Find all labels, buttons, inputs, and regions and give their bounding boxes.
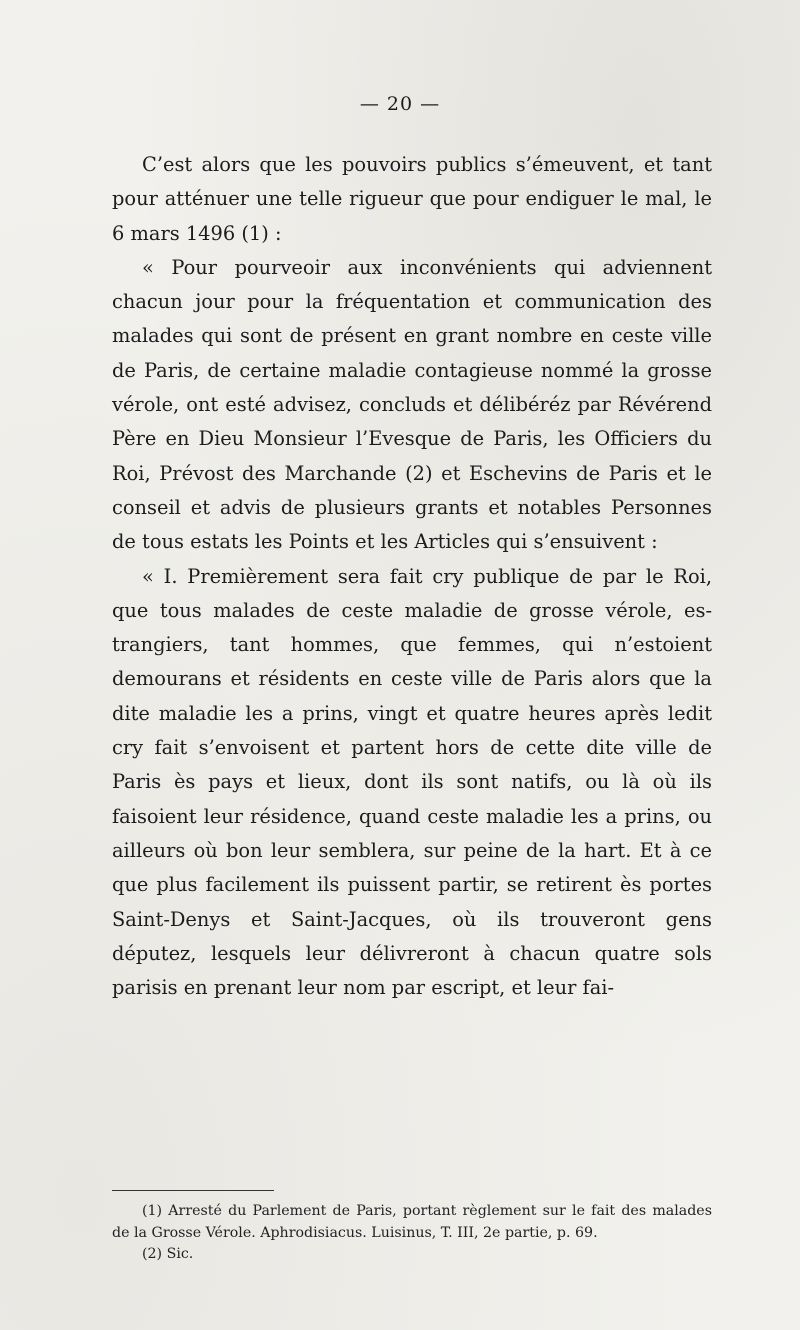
footnote-separator (112, 1190, 274, 1191)
paragraph-article-one: « I. Premièrement sera fait cry publique de par le Roi, que tous malades de ceste maladie de grosse vérole, estrangiers, tant hommes, que femmes, qui n’estoient demourans et résidents en ceste ville de Paris alors que la dite maladie les a prins, vingt et quatre heures après ledit cry fait s’envoisent et partent hors de cette dite ville de Paris ès pays et lieux, dont ils sont natifs, ou là où ils faisoient leur résidence, quand ceste maladie les a prins, ou ailleurs où bon leur semblera, sur peine de la hart. Et à ce que plus facilement ils puissent partir, se retirent ès portes Saint-Denys et Saint-Jacques, où ils trouveront gens députez, lesquels leur délivreront à chacun quatre sols parisis en prenant leur nom par escript, et leur fai- (112, 564, 712, 1000)
paragraph-intro: C’est alors que les pouvoirs publics s’émeuvent, et tant pour atténuer une telle rigueur que pour endiguer le mal, le 6 mars 1496 (1) : (112, 153, 712, 245)
body-text (112, 148, 712, 1005)
paragraph-ordinance-preamble: « Pour pourveoir aux inconvénients qui adviennent chacun jour pour la fréquentation et communication des malades qui sont de présent en grant nombre en ceste ville de Paris, de certaine maladie contagieuse nommé la grosse vérole, ont esté advisez, concluds et délibéréz par Révérend Père en Dieu Monsieur l’Evesque de Paris, les Officiers du Roi, Prévost des Marchande (2) et Eschevins de Paris et le conseil et advis de plusieurs grants et notables Personnes de tous estats les Points et les Articles qui s’ensuivent : (112, 255, 712, 554)
page-number: — 20 — (359, 93, 441, 115)
footnote-2: (2) Sic. (142, 1246, 194, 1262)
footnote-1: (1) Arresté du Parlement de Paris, portant règlement sur le fait des malades de la Grosse Vérole. Aphrodisiacus. Luisinus, T. III, 2e partie, p. 69. (112, 1203, 712, 1241)
footnotes (112, 1201, 712, 1266)
